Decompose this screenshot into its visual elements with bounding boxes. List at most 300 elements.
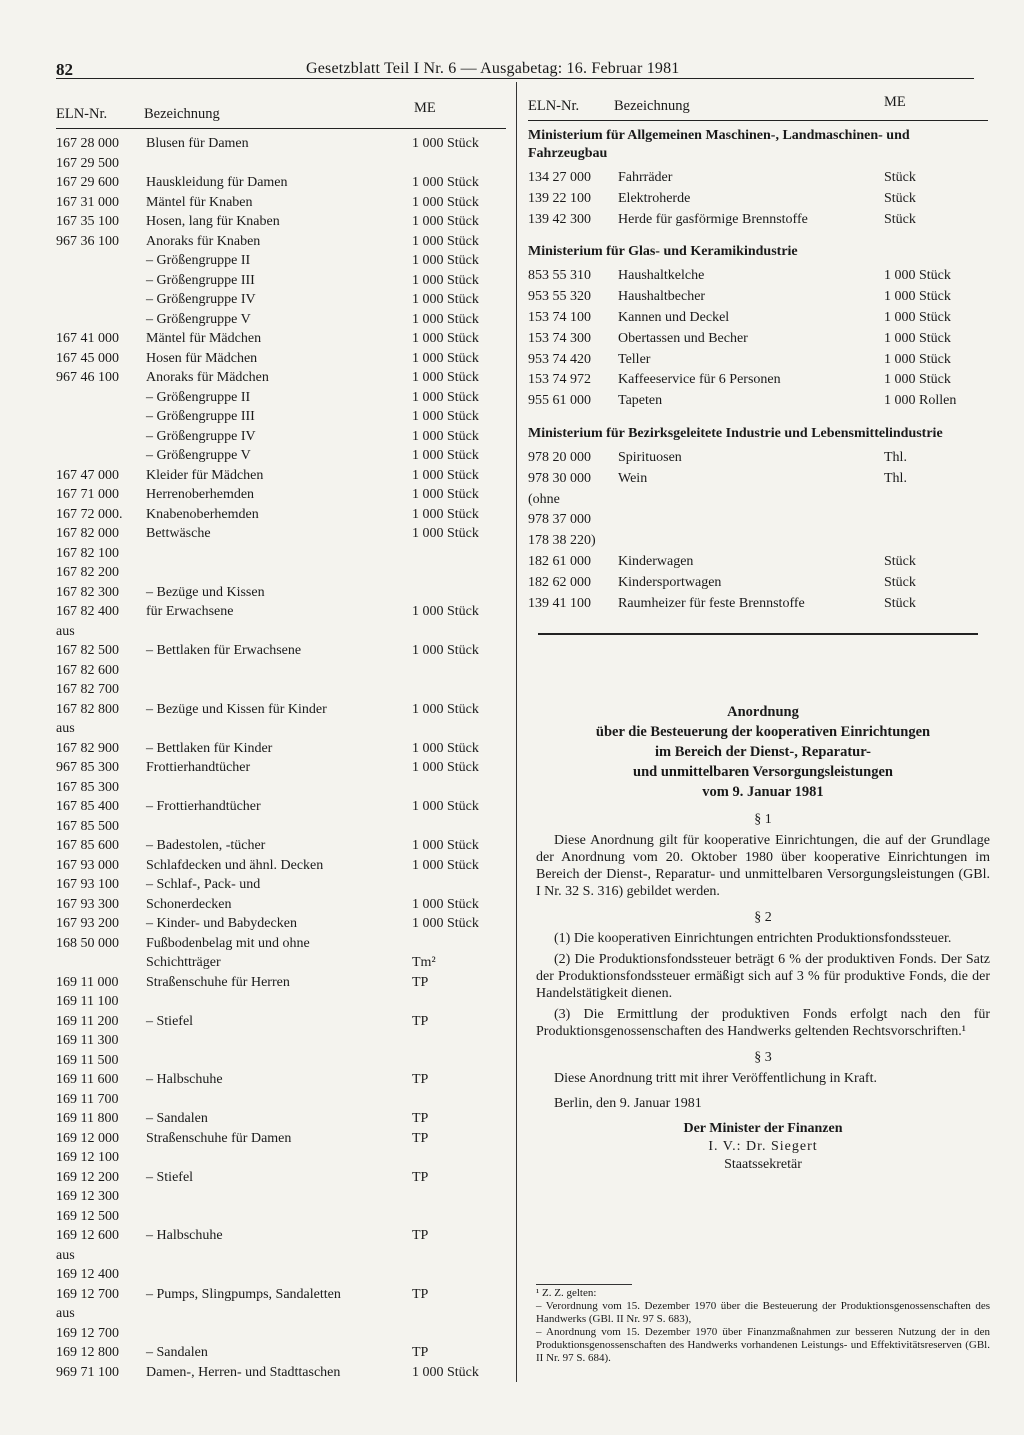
signature-name: I. V.: Dr. Siegert	[708, 1139, 818, 1154]
bez-cell: Raumheizer für feste Brennstoffe	[618, 595, 805, 611]
table-row	[56, 486, 506, 506]
right-table-header	[528, 94, 988, 120]
section-2-para-1: (1) Die kooperativen Einrichtungen entrichten Produktionsfondssteuer.	[554, 931, 952, 946]
bez-cell: – Größengruppe IV	[146, 292, 256, 307]
bez-cell: Mäntel für Knaben	[146, 194, 253, 210]
bez-cell: Wein	[618, 470, 648, 486]
table-row	[56, 428, 506, 448]
footnote-line-2: – Verordnung vom 15. Dezember 1970 über die Besteuerung der Produktionsgenossenschaften des Handwerks (GBl. II Nr. 97 S. 683),	[536, 1300, 990, 1325]
page-header	[56, 60, 974, 84]
me-cell: 1 000 Stück	[412, 526, 479, 541]
table-row	[56, 701, 506, 721]
header-rule	[56, 78, 974, 79]
footnote-rule	[536, 1284, 632, 1285]
col-header-bez-right: Bezeichnung	[614, 98, 690, 114]
eln-cell: 169 11 200	[56, 1013, 119, 1029]
table-row	[56, 1325, 506, 1345]
eln-cell: 853 55 310	[528, 268, 591, 284]
ordinance	[536, 702, 990, 1174]
table-row	[56, 1110, 506, 1130]
table-row	[56, 584, 506, 604]
table-row	[528, 288, 988, 309]
table-row	[528, 532, 988, 553]
eln-cell: 167 93 300	[56, 896, 119, 912]
table-row	[528, 553, 988, 574]
eln-cell: 153 74 300	[528, 330, 591, 346]
table-row	[528, 169, 988, 190]
table-row	[56, 525, 506, 545]
signature-office: Der Minister der Finanzen	[683, 1121, 843, 1136]
table-row	[56, 759, 506, 779]
eln-cell: 167 85 400	[56, 799, 119, 814]
bez-cell: Fußbodenbelag mit und ohne	[146, 935, 310, 951]
me-cell: 1 000 Stück	[412, 175, 479, 190]
bez-cell: – Halbschuhe	[146, 1072, 223, 1087]
ministries	[528, 127, 988, 615]
me-cell: 1 000 Stück	[412, 740, 479, 756]
eln-cell: 167 31 000	[56, 194, 119, 210]
me-cell: 1 000 Stück	[884, 351, 951, 367]
table-row	[56, 1188, 506, 1208]
eln-cell: 169 11 100	[56, 994, 119, 1009]
bez-cell: – Größengruppe V	[146, 448, 251, 463]
eln-cell: 169 12 100	[56, 1150, 119, 1165]
bez-cell: Schonerdecken	[146, 896, 232, 912]
footnote-line-3: – Anordnung vom 15. Dezember 1970 über Finanzmaßnahmen zur besseren Nutzung der in den Produktionsgenossenschaften des Handwerks vorhandenen Leistungs- und Effektivitätsreserven (GBl. II Nr. 97 S. 684).	[536, 1326, 990, 1364]
table-row	[56, 291, 506, 311]
eln-cell: 139 41 100	[528, 595, 591, 611]
bez-cell: Mäntel für Mädchen	[146, 331, 262, 346]
bez-cell: Schlafdecken und ähnl. Decken	[146, 857, 324, 873]
table-row	[56, 623, 506, 643]
eln-cell: 169 12 600	[56, 1228, 119, 1243]
ordinance-title-3: im Bereich der Dienst-, Reparatur-	[655, 744, 871, 760]
table-row	[56, 935, 506, 955]
bez-cell: – Größengruppe V	[146, 311, 251, 327]
table-row	[56, 233, 506, 253]
me-cell: 1 000 Stück	[884, 268, 951, 284]
eln-cell: 967 36 100	[56, 233, 119, 249]
right-column-table	[528, 94, 988, 635]
eln-cell: 178 38 220)	[528, 533, 596, 549]
section-separator	[538, 633, 978, 635]
eln-cell: 169 11 800	[56, 1111, 119, 1126]
left-table-header	[56, 100, 506, 128]
ordinance-title-4: und unmittelbaren Versorgungsleistungen	[633, 764, 893, 780]
eln-cell: 182 62 000	[528, 574, 591, 590]
table-row	[56, 876, 506, 896]
eln-cell: 169 11 300	[56, 1033, 119, 1048]
bez-cell: – Stiefel	[146, 1013, 194, 1029]
bez-cell: – Größengruppe IV	[146, 428, 256, 444]
eln-cell: 953 55 320	[528, 289, 591, 305]
bez-cell: – Größengruppe III	[146, 272, 255, 288]
table-row	[528, 351, 988, 372]
ordinance-title-1: Anordnung	[727, 704, 799, 720]
eln-cell: 153 74 972	[528, 372, 591, 388]
table-row	[56, 857, 506, 877]
table-row	[56, 174, 506, 194]
eln-cell: 167 45 000	[56, 350, 119, 366]
me-cell: 1 000 Stück	[412, 604, 479, 619]
eln-cell: 167 82 300	[56, 584, 119, 600]
section-3-text: Diese Anordnung tritt mit ihrer Veröffentlichung in Kraft.	[554, 1071, 877, 1086]
table-row	[56, 1247, 506, 1267]
footnote-line-1: ¹ Z. Z. gelten:	[536, 1287, 597, 1299]
header-title: Gesetzblatt Teil I Nr. 6 — Ausgabetag: 16. Februar 1981	[306, 60, 680, 77]
me-cell: 1 000 Stück	[412, 350, 479, 366]
bez-cell: Tapeten	[618, 393, 663, 409]
place-date: Berlin, den 9. Januar 1981	[554, 1096, 702, 1111]
table-row	[56, 681, 506, 701]
table-row	[56, 779, 506, 799]
me-cell: 1 000 Stück	[412, 643, 479, 658]
bez-cell: Herde für gasförmige Brennstoffe	[618, 211, 808, 227]
eln-cell: 167 82 500	[56, 643, 119, 658]
table-row	[528, 392, 988, 413]
eln-cell: 169 12 700	[56, 1325, 119, 1341]
table-row	[528, 267, 988, 288]
table-row	[56, 818, 506, 838]
table-row	[56, 1364, 506, 1384]
me-cell: 1 000 Stück	[412, 389, 479, 405]
table-row	[528, 470, 988, 491]
table-row	[56, 252, 506, 272]
col-header-bez: Bezeichnung	[144, 106, 220, 122]
eln-cell: 169 12 500	[56, 1208, 119, 1224]
eln-cell: 167 82 400	[56, 604, 119, 619]
table-row	[56, 447, 506, 467]
table-row	[56, 350, 506, 370]
table-row	[528, 511, 988, 532]
table-row	[56, 369, 506, 389]
bez-cell: Hosen für Mädchen	[146, 350, 258, 366]
eln-cell: 167 85 500	[56, 818, 119, 834]
table-row	[56, 974, 506, 994]
section-2-para-2: (2) Die Produktionsfondssteuer beträgt 6 % der produktiven Fonds. Der Satz der Produktionsfondssteuer ermäßigt sich auf 3 % für produktive Fonds, die der Handelstätigkeit dienen.	[536, 952, 990, 1001]
table-row	[528, 330, 988, 351]
eln-cell: 167 82 800	[56, 701, 119, 717]
bez-cell: Kannen und Deckel	[618, 309, 730, 325]
table-row	[56, 506, 506, 526]
me-cell: TP	[412, 1345, 429, 1360]
bez-cell: Teller	[618, 351, 651, 367]
table-row	[56, 603, 506, 623]
section-1-text: Diese Anordnung gilt für kooperative Einrichtungen, die auf der Grundlage der Anordnung vom 20. Oktober 1980 über kooperative Einrichtungen im Bereich der Dienst-, Reparatur- und unmittelbaren Versorgungsleistungen (GBl. I Nr. 32 S. 316) gebildet werden.	[536, 833, 990, 899]
eln-cell: 167 72 000.	[56, 506, 123, 522]
table-row	[56, 135, 506, 155]
bez-cell: Kleider für Mädchen	[146, 467, 264, 483]
table-row	[56, 1013, 506, 1033]
bez-cell: – Halbschuhe	[146, 1228, 223, 1243]
me-cell: 1 000 Stück	[412, 233, 479, 249]
bez-cell: – Größengruppe II	[146, 389, 251, 405]
eln-cell: 169 12 000	[56, 1130, 119, 1146]
eln-cell: 169 12 200	[56, 1169, 119, 1185]
eln-cell: 167 82 700	[56, 682, 119, 697]
me-cell: 1 000 Stück	[412, 857, 479, 873]
table-row	[56, 740, 506, 760]
eln-cell: 169 11 500	[56, 1052, 119, 1068]
me-cell: Stück	[884, 574, 916, 590]
bez-cell: Obertassen und Becher	[618, 330, 748, 346]
me-cell: TP	[412, 1130, 429, 1146]
me-cell: TP	[412, 1072, 429, 1087]
ministry-heading: Ministerium für Bezirksgeleitete Industrie und Lebensmittelindustrie	[528, 425, 943, 441]
eln-cell: 169 11 600	[56, 1072, 119, 1087]
table-row	[56, 1169, 506, 1189]
table-row	[56, 330, 506, 350]
eln-cell: 167 82 000	[56, 526, 119, 541]
me-cell: Thl.	[884, 449, 907, 465]
table-row	[56, 1091, 506, 1111]
me-cell: 1 000 Stück	[412, 370, 479, 385]
section-3-heading: § 3	[754, 1050, 772, 1065]
me-cell: 1 000 Stück	[412, 272, 479, 288]
page-number: 82	[56, 60, 73, 79]
table-row	[56, 1032, 506, 1052]
ministry-heading: Ministerium für Allgemeinen Maschinen-, Landmaschinen- und Fahrzeugbau	[528, 128, 910, 161]
eln-cell: aus	[56, 1247, 75, 1263]
eln-cell: aus	[56, 623, 75, 639]
bez-cell: Anoraks für Knaben	[146, 233, 261, 249]
eln-cell: 167 29 600	[56, 175, 119, 190]
col-header-eln-right: ELN-Nr.	[528, 98, 580, 114]
table-row	[528, 190, 988, 211]
ministry-heading: Ministerium für Glas- und Keramikindustrie	[528, 244, 798, 260]
table-row	[528, 595, 988, 616]
bez-cell: Anoraks für Mädchen	[146, 370, 269, 385]
table-row	[56, 213, 506, 233]
bez-cell: Frottierhandtücher	[146, 760, 251, 775]
table-row	[528, 574, 988, 595]
me-cell: Stück	[884, 170, 916, 185]
bez-cell: – Schlaf-, Pack- und	[146, 877, 261, 892]
me-cell: 1 000 Stück	[412, 311, 479, 327]
me-cell: 1 000 Stück	[412, 467, 479, 483]
eln-cell: 167 82 200	[56, 565, 119, 580]
me-cell: 1 000 Stück	[412, 760, 479, 775]
eln-cell: 167 29 500	[56, 155, 119, 171]
bez-cell: Herrenoberhemden	[146, 487, 255, 502]
eln-cell: 167 93 000	[56, 857, 119, 873]
eln-cell: 169 11 700	[56, 1091, 119, 1107]
me-cell: 1 000 Stück	[412, 331, 479, 346]
table-row	[528, 211, 988, 232]
bez-cell: – Stiefel	[146, 1169, 194, 1185]
bez-cell: Hauskleidung für Damen	[146, 175, 288, 190]
table-row	[56, 720, 506, 740]
eln-cell: 167 82 100	[56, 545, 119, 561]
section-2-heading: § 2	[754, 910, 772, 925]
bez-cell: – Größengruppe III	[146, 409, 255, 424]
me-cell: 1 000 Stück	[412, 253, 479, 268]
table-row	[56, 155, 506, 175]
me-cell: TP	[412, 974, 429, 990]
eln-cell: 978 20 000	[528, 449, 591, 465]
eln-cell: aus	[56, 721, 75, 736]
signature-title: Staatssekretär	[724, 1157, 802, 1172]
eln-cell: 169 12 300	[56, 1189, 119, 1204]
table-row	[528, 491, 988, 512]
me-cell: TP	[412, 1013, 429, 1029]
eln-cell: 169 12 700	[56, 1286, 119, 1302]
bez-cell: – Bettlaken für Kinder	[146, 740, 273, 756]
eln-cell: 978 30 000	[528, 470, 591, 486]
col-header-me: ME	[414, 100, 436, 116]
table-row	[528, 449, 988, 470]
bez-cell: – Bezüge und Kissen für Kinder	[146, 701, 327, 717]
table-row	[56, 915, 506, 935]
eln-cell: 167 82 600	[56, 662, 119, 678]
table-row	[528, 371, 988, 392]
bez-cell: Knabenoberhemden	[146, 506, 259, 522]
bez-cell: Schichtträger	[146, 955, 221, 970]
eln-cell: 167 41 000	[56, 331, 119, 346]
bez-cell: Elektroherde	[618, 190, 691, 206]
right-header-rule	[528, 120, 988, 121]
me-cell: 1 000 Stück	[412, 136, 479, 151]
left-rows	[56, 135, 506, 1383]
table-row	[56, 1344, 506, 1364]
me-cell: 1 000 Stück	[884, 372, 951, 388]
me-cell: 1 000 Stück	[412, 916, 479, 931]
eln-cell: 167 47 000	[56, 467, 119, 483]
me-cell: 1 000 Stück	[412, 428, 479, 444]
bez-cell: Bettwäsche	[146, 526, 211, 541]
me-cell: 1 000 Stück	[884, 330, 951, 346]
table-row	[56, 662, 506, 682]
bez-cell: für Erwachsene	[146, 604, 234, 619]
table-row	[56, 545, 506, 565]
me-cell: 1 000 Stück	[412, 701, 479, 717]
me-cell: 1 000 Stück	[412, 487, 479, 502]
me-cell: 1 000 Stück	[412, 448, 479, 463]
me-cell: Tm²	[412, 955, 436, 970]
table-row	[56, 1286, 506, 1306]
me-cell: TP	[412, 1286, 429, 1302]
me-cell: Stück	[884, 211, 916, 227]
ordinance-date: vom 9. Januar 1981	[702, 784, 824, 800]
eln-cell: 168 50 000	[56, 935, 119, 951]
me-cell: 1 000 Stück	[412, 214, 479, 229]
bez-cell: Straßenschuhe für Damen	[146, 1130, 292, 1146]
bez-cell: – Badestolen, -tücher	[146, 838, 266, 853]
footnote	[536, 1284, 990, 1365]
bez-cell: – Bezüge und Kissen	[146, 584, 265, 600]
me-cell: TP	[412, 1111, 429, 1126]
me-cell: 1 000 Stück	[412, 409, 479, 424]
table-row	[56, 272, 506, 292]
eln-cell: (ohne	[528, 491, 560, 507]
me-cell: 1 000 Stück	[412, 838, 479, 853]
table-row	[56, 1071, 506, 1091]
bez-cell: Straßenschuhe für Herren	[146, 974, 290, 990]
bez-cell: Haushaltbecher	[618, 289, 706, 305]
bez-cell: Spirituosen	[618, 449, 682, 465]
section-2-para-3: (3) Die Ermittlung der produktiven Fonds erfolgt nach den für Produktionsgenossenschaften des Handwerks geltenden Rechtsvorschriften.¹	[536, 1007, 990, 1039]
bez-cell: Blusen für Damen	[146, 136, 249, 151]
eln-cell: 953 74 420	[528, 351, 591, 367]
eln-cell: 978 37 000	[528, 512, 591, 528]
bez-cell: – Kinder- und Babydecken	[146, 916, 297, 931]
table-row	[56, 564, 506, 584]
section-1-heading: § 1	[754, 812, 772, 827]
me-cell: 1 000 Stück	[412, 1364, 479, 1380]
me-cell: Stück	[884, 595, 916, 611]
left-header-rule	[56, 128, 506, 129]
me-cell: TP	[412, 1228, 429, 1243]
ordinance-title-2: über die Besteuerung der kooperativen Einrichtungen	[595, 724, 931, 740]
eln-cell: 167 35 100	[56, 214, 119, 229]
me-cell: TP	[412, 1169, 429, 1185]
me-cell: 1 000 Stück	[884, 309, 951, 325]
eln-cell: 167 71 000	[56, 487, 119, 502]
eln-cell: 153 74 100	[528, 309, 591, 325]
bez-cell: Kaffeeservice für 6 Personen	[618, 372, 781, 388]
me-cell: 1 000 Stück	[412, 506, 479, 522]
eln-cell: 182 61 000	[528, 553, 591, 569]
table-row	[56, 1208, 506, 1228]
me-cell: Thl.	[884, 470, 907, 486]
eln-cell: aus	[56, 1306, 75, 1321]
table-row	[56, 194, 506, 214]
table-row	[56, 389, 506, 409]
me-cell: 1 000 Stück	[412, 799, 479, 814]
bez-cell: – Bettlaken für Erwachsene	[146, 643, 302, 658]
table-row	[56, 467, 506, 487]
eln-cell: 169 12 800	[56, 1345, 119, 1360]
table-row	[56, 1227, 506, 1247]
eln-cell: 134 27 000	[528, 170, 591, 185]
left-column-table	[56, 100, 506, 1383]
table-row	[56, 954, 506, 974]
me-cell: 1 000 Stück	[412, 292, 479, 307]
bez-cell: Damen-, Herren- und Stadttaschen	[146, 1364, 341, 1380]
table-row	[56, 837, 506, 857]
eln-cell: 969 71 100	[56, 1364, 119, 1380]
table-row	[56, 1305, 506, 1325]
me-cell: 1 000 Rollen	[884, 393, 957, 409]
eln-cell: 967 85 300	[56, 760, 119, 775]
eln-cell: 169 11 000	[56, 974, 119, 990]
bez-cell: – Größengruppe II	[146, 253, 251, 268]
eln-cell: 955 61 000	[528, 393, 591, 409]
eln-cell: 169 12 400	[56, 1267, 119, 1282]
bez-cell: – Pumps, Slingpumps, Sandaletten	[146, 1286, 341, 1302]
table-row	[56, 408, 506, 428]
bez-cell: – Sandalen	[146, 1345, 208, 1360]
bez-cell: – Sandalen	[146, 1111, 208, 1126]
table-row	[56, 642, 506, 662]
table-row	[528, 309, 988, 330]
table-row	[56, 993, 506, 1013]
column-divider	[516, 82, 517, 1382]
eln-cell: 139 22 100	[528, 190, 591, 206]
me-cell: 1 000 Stück	[412, 194, 479, 210]
table-row	[56, 1052, 506, 1072]
bez-cell: Kinderwagen	[618, 553, 694, 569]
eln-cell: 967 46 100	[56, 370, 119, 385]
col-header-me-right: ME	[884, 94, 906, 110]
me-cell: Stück	[884, 553, 916, 569]
col-header-eln: ELN-Nr.	[56, 106, 108, 122]
eln-cell: 167 85 300	[56, 779, 119, 795]
eln-cell: 167 93 200	[56, 916, 119, 931]
eln-cell: 167 82 900	[56, 740, 119, 756]
table-row	[56, 798, 506, 818]
bez-cell: Hosen, lang für Knaben	[146, 214, 280, 229]
